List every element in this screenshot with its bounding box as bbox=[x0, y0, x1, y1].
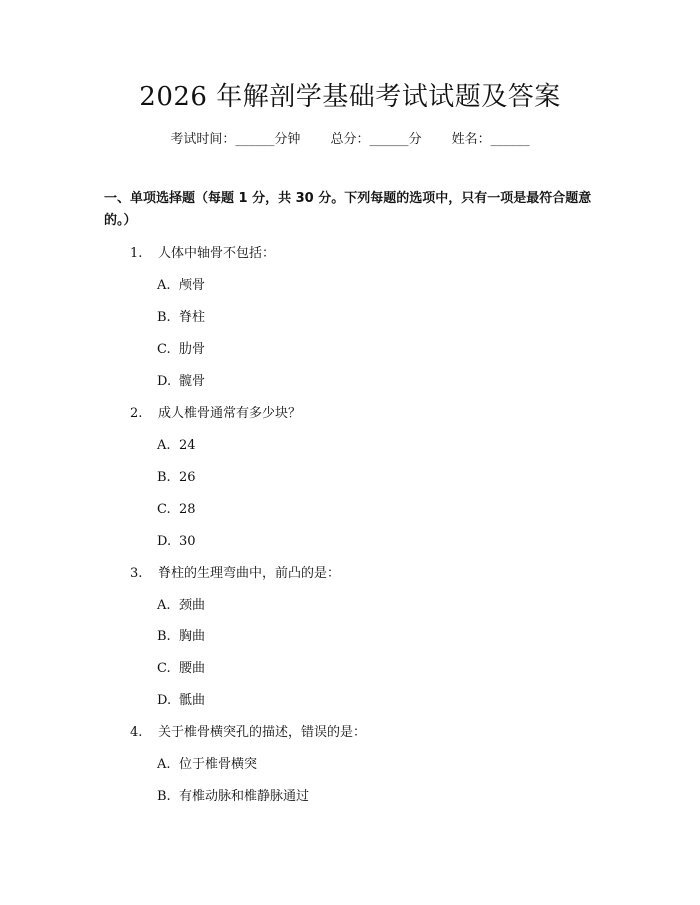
option-text: 颅骨 bbox=[179, 278, 206, 293]
question-text: 人体中轴骨不包括： bbox=[158, 246, 276, 261]
question-4-option-a bbox=[157, 756, 257, 774]
exam-time-field: 考试时间：______分钟 bbox=[170, 132, 301, 147]
option-letter: B. bbox=[157, 470, 171, 485]
total-score-field: 总分：______分 bbox=[330, 132, 422, 147]
question-3-option-b bbox=[157, 628, 205, 646]
question-1 bbox=[130, 245, 275, 263]
option-text: 26 bbox=[179, 470, 196, 485]
question-2-option-d bbox=[157, 533, 196, 551]
option-letter: B. bbox=[157, 629, 171, 644]
question-text: 成人椎骨通常有多少块？ bbox=[158, 406, 302, 421]
option-text: 腰曲 bbox=[179, 661, 206, 676]
option-letter: A. bbox=[157, 438, 171, 453]
question-2-option-c bbox=[157, 501, 196, 519]
question-1-option-c bbox=[157, 341, 205, 359]
question-1-option-d bbox=[157, 373, 205, 391]
option-letter: D. bbox=[157, 374, 172, 389]
question-4 bbox=[130, 724, 366, 742]
question-3-option-a bbox=[157, 597, 205, 615]
option-text: 髋骨 bbox=[179, 374, 206, 389]
option-letter: A. bbox=[157, 278, 171, 293]
question-text: 脊柱的生理弯曲中，前凸的是： bbox=[158, 566, 341, 581]
question-2-option-a bbox=[157, 437, 196, 455]
question-number: 1. bbox=[130, 246, 143, 261]
question-number: 3. bbox=[130, 566, 143, 581]
question-4-option-b bbox=[157, 788, 309, 806]
option-text: 24 bbox=[179, 438, 196, 453]
question-3 bbox=[130, 565, 340, 583]
option-text: 位于椎骨横突 bbox=[179, 757, 258, 772]
option-letter: C. bbox=[157, 661, 171, 676]
question-1-option-b bbox=[157, 309, 205, 327]
option-text: 胸曲 bbox=[179, 629, 206, 644]
question-number: 2. bbox=[130, 406, 143, 421]
option-text: 28 bbox=[179, 502, 196, 517]
option-letter: C. bbox=[157, 502, 171, 517]
option-text: 颈曲 bbox=[179, 598, 206, 613]
option-text: 肋骨 bbox=[179, 342, 206, 357]
exam-title: 2026 年解剖学基础考试试题及答案 bbox=[139, 82, 561, 112]
exam-meta bbox=[0, 131, 700, 149]
option-letter: A. bbox=[157, 598, 171, 613]
question-3-option-d bbox=[157, 692, 205, 710]
question-number: 4. bbox=[130, 725, 143, 740]
option-letter: B. bbox=[157, 310, 171, 325]
option-letter: D. bbox=[157, 534, 172, 549]
option-text: 脊柱 bbox=[179, 310, 206, 325]
question-2 bbox=[130, 405, 301, 423]
option-letter: B. bbox=[157, 789, 171, 804]
option-letter: D. bbox=[157, 693, 172, 708]
question-3-option-c bbox=[157, 660, 205, 678]
option-text: 骶曲 bbox=[179, 693, 206, 708]
option-letter: A. bbox=[157, 757, 171, 772]
option-text: 30 bbox=[179, 534, 196, 549]
option-letter: C. bbox=[157, 342, 171, 357]
question-1-option-a bbox=[157, 277, 205, 295]
question-text: 关于椎骨横突孔的描述，错误的是： bbox=[158, 725, 367, 740]
option-text: 有椎动脉和椎静脉通过 bbox=[179, 789, 310, 804]
question-2-option-b bbox=[157, 469, 196, 487]
section-title: 一、单项选择题（每题 1 分，共 30 分。下列每题的选项中，只有一项是最符合题意的。） bbox=[104, 191, 592, 228]
name-field: 姓名：______ bbox=[451, 132, 530, 147]
